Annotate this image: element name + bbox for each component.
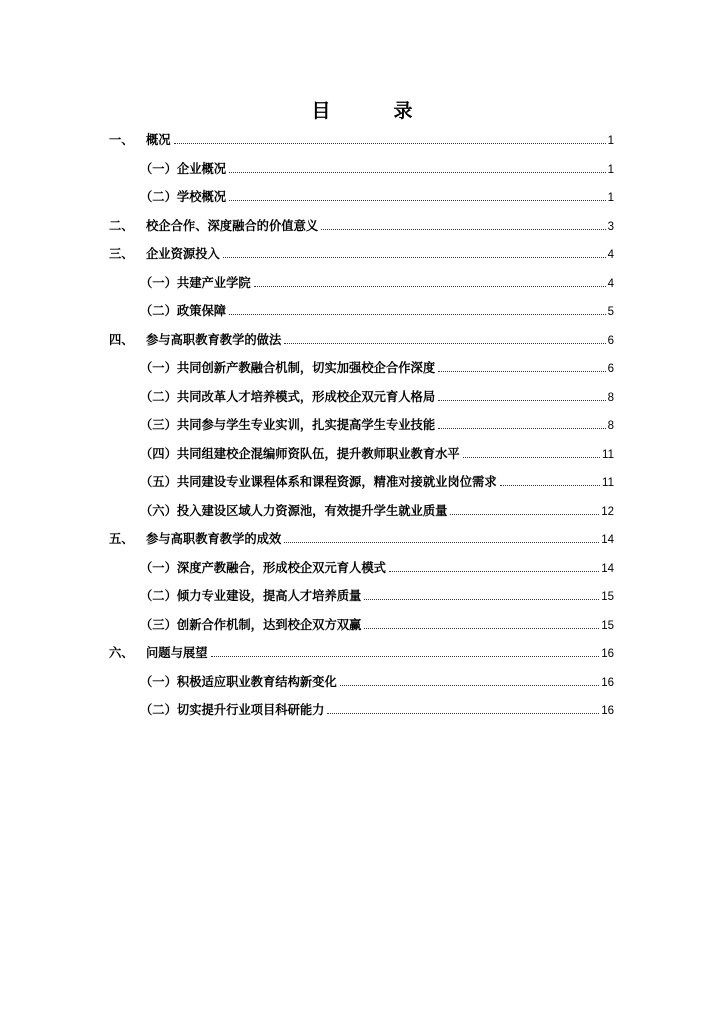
toc-entry-title: （一）共同创新产教融合机制，切实加强校企合作深度 bbox=[140, 361, 436, 375]
toc-entry[interactable] bbox=[109, 472, 614, 501]
toc-page-number: 16 bbox=[601, 676, 614, 689]
toc-entry[interactable] bbox=[109, 501, 614, 530]
toc-entry[interactable] bbox=[109, 216, 614, 245]
toc-entry-title: 企业资源投入 bbox=[146, 247, 220, 261]
toc-page-number: 12 bbox=[601, 505, 614, 518]
toc-dot-leader bbox=[340, 685, 599, 686]
toc-entry-title: （四）共同组建校企混编师资队伍，提升教师职业教育水平 bbox=[140, 446, 460, 461]
toc-dot-leader bbox=[450, 514, 599, 515]
toc-page-number: 1 bbox=[607, 192, 614, 204]
toc-dot-leader bbox=[438, 371, 605, 372]
toc-entry-number: 三、 bbox=[109, 247, 134, 261]
toc-entry[interactable] bbox=[109, 615, 614, 644]
toc-entry-title: （一）共建产业学院 bbox=[140, 275, 251, 290]
toc-page-number: 16 bbox=[601, 705, 614, 717]
toc-entry-title: （一）深度产教融合，形成校企双元育人模式 bbox=[140, 560, 386, 575]
toc-entry-number: 五、 bbox=[109, 532, 134, 546]
toc-dot-leader bbox=[229, 200, 606, 201]
toc-dot-leader bbox=[364, 628, 599, 629]
toc-page-number: 1 bbox=[607, 135, 614, 147]
toc-entry-title: （二）切实提升行业项目科研能力 bbox=[140, 703, 325, 717]
toc-entry-title: 参与高职教育教学的做法 bbox=[146, 332, 282, 347]
toc-dot-leader bbox=[321, 229, 605, 230]
toc-entry[interactable] bbox=[109, 558, 614, 587]
toc-entry[interactable] bbox=[109, 159, 614, 188]
toc-entry-title: 参与高职教育教学的成效 bbox=[146, 532, 282, 546]
toc-dot-leader bbox=[500, 485, 600, 486]
toc-entry-title: 校企合作、深度融合的价值意义 bbox=[146, 218, 319, 233]
page-title: 目 录 bbox=[311, 100, 435, 122]
toc-page-number: 3 bbox=[607, 220, 614, 233]
toc-entry-title: 概况 bbox=[146, 133, 171, 147]
toc-page-number: 11 bbox=[602, 477, 614, 489]
toc-page-number: 5 bbox=[607, 306, 614, 318]
toc-entry[interactable] bbox=[109, 672, 614, 701]
toc-dot-leader bbox=[364, 599, 599, 600]
toc-entry[interactable] bbox=[109, 301, 614, 330]
toc-page-number: 6 bbox=[607, 334, 614, 347]
toc-dot-leader bbox=[438, 400, 605, 401]
toc-entry-number: 四、 bbox=[109, 332, 134, 347]
toc-page-number: 4 bbox=[607, 249, 614, 261]
toc-entry[interactable] bbox=[109, 330, 614, 359]
toc-dot-leader bbox=[211, 656, 600, 657]
toc-entry[interactable] bbox=[109, 244, 614, 273]
toc-dot-leader bbox=[254, 286, 606, 287]
toc-dot-leader bbox=[389, 571, 599, 572]
toc-entry-title: （一）积极适应职业教育结构新变化 bbox=[140, 674, 337, 689]
toc-page-number: 8 bbox=[607, 420, 614, 432]
toc-dot-leader bbox=[463, 457, 600, 458]
toc-entry[interactable] bbox=[109, 358, 614, 387]
toc-entry-title: （二）学校概况 bbox=[140, 190, 227, 204]
toc-entry[interactable] bbox=[109, 529, 614, 558]
toc-entry-title: （六）投入建设区域人力资源池，有效提升学生就业质量 bbox=[140, 503, 448, 518]
toc-entry-title: （三）共同参与学生专业实训，扎实提高学生专业技能 bbox=[140, 418, 436, 432]
toc-page-number: 15 bbox=[601, 591, 614, 603]
toc-page-number: 4 bbox=[607, 277, 614, 290]
toc-entry-number: 二、 bbox=[109, 218, 134, 233]
toc-entry-title: 问题与展望 bbox=[146, 646, 208, 660]
toc-dot-leader bbox=[174, 143, 606, 144]
toc-entry-title: （二）倾力专业建设，提高人才培养质量 bbox=[140, 589, 362, 603]
table-of-contents bbox=[109, 130, 614, 729]
toc-page-number: 8 bbox=[607, 391, 614, 404]
toc-dot-leader bbox=[223, 257, 606, 258]
toc-entry-title: （二）共同改革人才培养模式，形成校企双元育人格局 bbox=[140, 389, 436, 404]
toc-entry-title: （五）共同建设专业课程体系和课程资源，精准对接就业岗位需求 bbox=[140, 475, 497, 489]
toc-page-number: 6 bbox=[607, 363, 614, 375]
toc-entry-title: （一）企业概况 bbox=[140, 161, 227, 176]
toc-dot-leader bbox=[284, 343, 605, 344]
toc-entry[interactable] bbox=[109, 130, 614, 159]
toc-entry-title: （三）创新合作机制，达到校企双方双赢 bbox=[140, 617, 362, 632]
toc-entry-number: 六、 bbox=[109, 646, 134, 660]
toc-entry[interactable] bbox=[109, 586, 614, 615]
toc-page-number: 1 bbox=[607, 163, 614, 176]
toc-page-number: 14 bbox=[601, 562, 614, 575]
toc-dot-leader bbox=[229, 172, 606, 173]
toc-entry[interactable] bbox=[109, 187, 614, 216]
toc-entry[interactable] bbox=[109, 444, 614, 473]
toc-dot-leader bbox=[438, 428, 605, 429]
toc-entry[interactable] bbox=[109, 415, 614, 444]
toc-dot-leader bbox=[229, 314, 606, 315]
toc-page-number: 15 bbox=[601, 619, 614, 632]
toc-page-number: 16 bbox=[601, 648, 614, 660]
toc-entry[interactable] bbox=[109, 273, 614, 302]
toc-page-number: 14 bbox=[601, 534, 614, 546]
toc-entry[interactable] bbox=[109, 700, 614, 729]
toc-entry-number: 一、 bbox=[109, 133, 134, 147]
toc-dot-leader bbox=[327, 713, 599, 714]
toc-entry[interactable] bbox=[109, 643, 614, 672]
toc-page-number: 11 bbox=[602, 448, 614, 461]
toc-entry-title: （二）政策保障 bbox=[140, 304, 227, 318]
toc-dot-leader bbox=[284, 542, 599, 543]
toc-entry[interactable] bbox=[109, 387, 614, 416]
